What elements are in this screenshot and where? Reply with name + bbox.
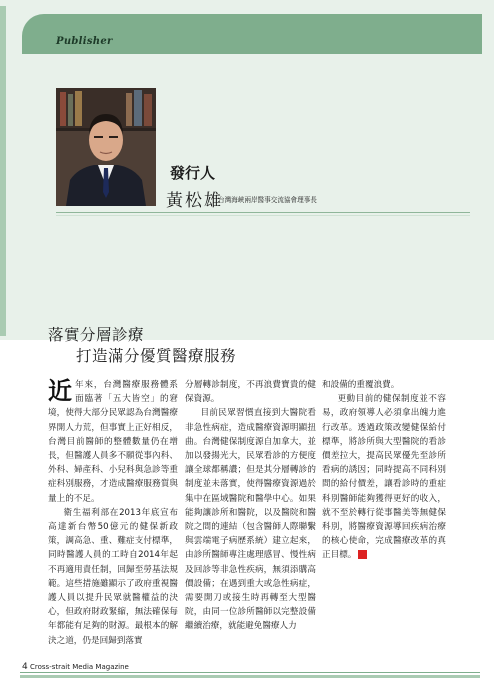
- publisher-role: 發行人: [170, 164, 216, 182]
- paragraph: 分層轉診制度，不再浪費寶貴的健保資源。: [185, 380, 316, 405]
- footer-rule: [20, 672, 480, 673]
- header-subdivider: [56, 215, 470, 216]
- footer-bar: [20, 675, 480, 678]
- article-column-3: [322, 378, 446, 563]
- section-tab: [22, 14, 482, 54]
- article-headline-line2: 打造滿分優質醫療服務: [76, 347, 237, 365]
- article-headline-line1: 落實分層診療: [48, 326, 145, 344]
- paragraph-text: 年來，台灣醫療服務體系面臨著「五大皆空」的窘境，使得大部分民眾認為台灣醫療界開人力荒，但事實上正好相反，台灣目前醫師的整體數量仍在增長，但醫護人員多不願從事內科、外科、婦產科、小兒科與急診等重症科別服務，才造成醫療服務質與量上的不足。: [48, 380, 178, 504]
- paragraph: [322, 392, 446, 562]
- paragraph-text: 更動目前的健保制度並不容易，政府領導人必須拿出魄力進行改革。透過政策改變健保給付標準，將診所與大型醫院的看診價差拉大，提高民眾優先至診所看病的誘因；同時提高不同科別間的給付價差，讓看診時的重症科別醫師能夠獲得更好的收入，就不至於轉行從事醫美等無健保科別，將醫療資源導回疾病治療的核心使命，完成醫療改革的真正目標。: [322, 394, 446, 561]
- publisher-portrait: [56, 88, 156, 206]
- section-tab-label: Publisher: [56, 36, 113, 47]
- paragraph: [48, 378, 178, 506]
- paragraph: 衛生福利部在2013年底宣布高達新台幣50億元的健保新政策，調高急、重、難症支付標準，同時醫護人員的工時自2014年起不再適用責任制，回歸至勞基法規範。這些措施雖顯示了政府重視醫護人員以提升民眾就醫權益的決心，但政府財政緊縮，無法確保每年都能有足夠的財源。最根本的解決之道，仍是回歸到落實: [48, 507, 178, 646]
- article-column-2: [185, 378, 316, 634]
- header-band-edge: [0, 6, 6, 336]
- article-column-1: [48, 378, 178, 648]
- publisher-name: 黃松雄: [166, 191, 223, 211]
- magazine-name: Cross-strait Media Magazine: [30, 663, 129, 671]
- publisher-affiliation: 台灣海峽兩岸醫事交流協會理事長: [218, 196, 317, 204]
- header-divider: [56, 212, 470, 213]
- portrait-illustration: [56, 88, 156, 206]
- page-number: 4: [22, 662, 28, 672]
- end-mark-icon: +: [358, 550, 367, 559]
- drop-cap: 近: [48, 377, 72, 405]
- paragraph: 目前民眾習慣直接到大醫院看非急性病症，造成醫療資源明顯扭曲。台灣健保制度源自加拿大，並加以發揚光大，民眾看診的方便度讓全球都稱讚；但是其分層轉診的制度並未落實，使得醫療資源過於集中在區域醫院和醫學中心。如果能夠讓診所和醫院，以及醫院和醫院之間的連結（包含醫師人際聯繫與雲端電子病歷系統）建立起來，由診所醫師專注處理感冒、慢性病及回診等非急性疾病，無須添購高價設備；在遇到重大或急性病症，需要開刀或接生時再轉至大型醫院，由同一位診所醫師以完整設備繼續治療，就能避免醫療人力: [185, 408, 316, 632]
- paragraph: 和設備的重覆浪費。: [322, 380, 400, 390]
